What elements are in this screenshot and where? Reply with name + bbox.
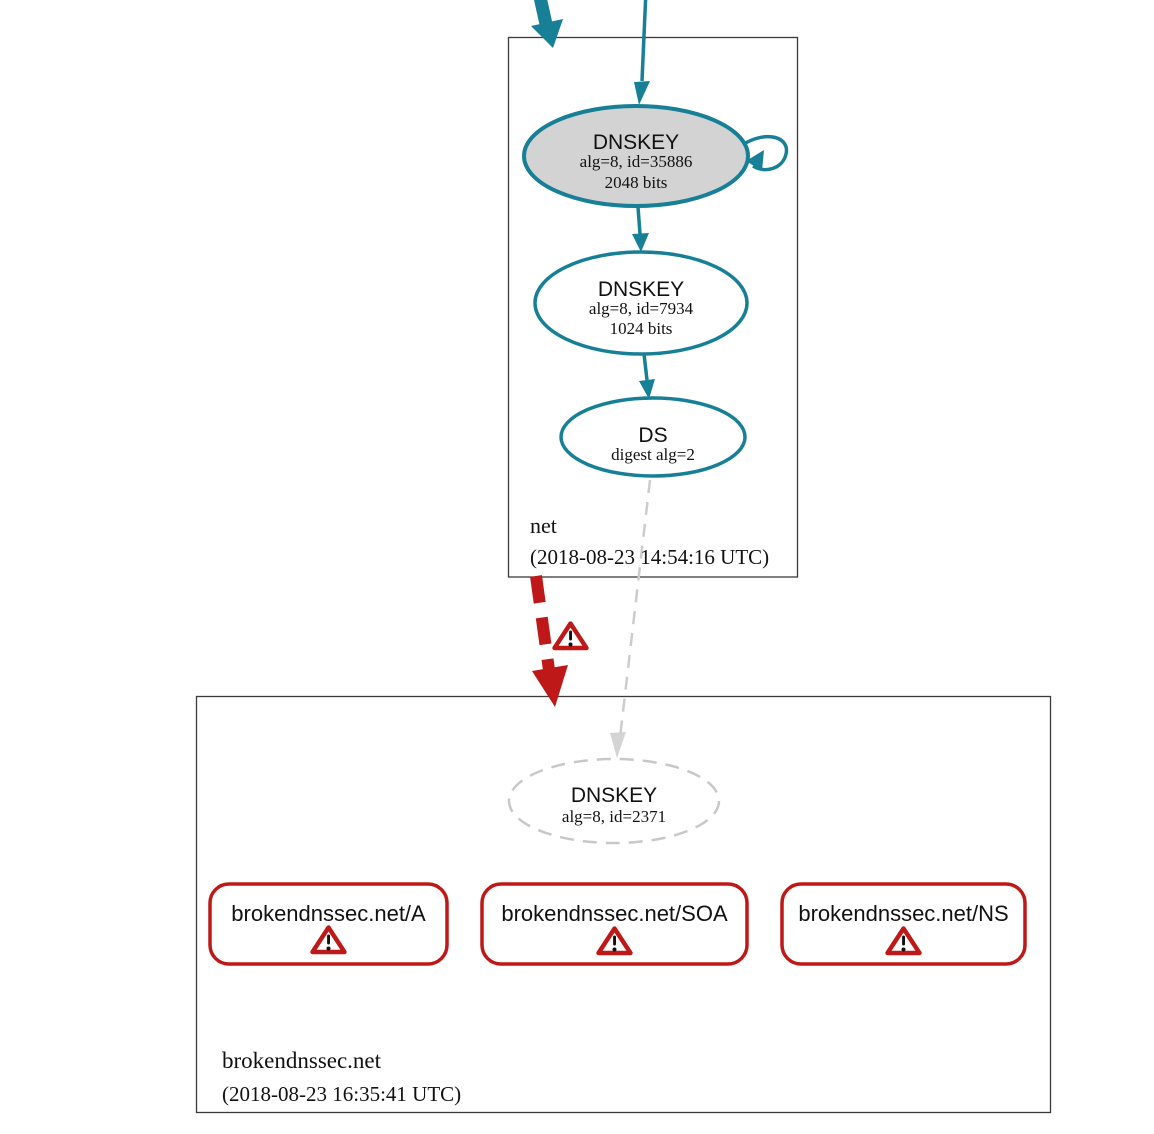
node-ds[interactable] <box>561 398 745 476</box>
node-dnskey-zsk[interactable] <box>535 252 747 354</box>
rrset-label: brokendnssec.net/NS <box>798 901 1009 926</box>
edge-zsk-to-ds <box>639 354 655 399</box>
node-detail: 1024 bits <box>609 319 673 338</box>
zone-timestamp-brokendnssec-net: (2018-08-23 16:35:41 UTC) <box>222 1082 462 1106</box>
node-rrset-soa[interactable] <box>482 884 747 964</box>
rrset-label: brokendnssec.net/SOA <box>501 901 728 926</box>
edge-ksk-to-zsk <box>632 207 649 252</box>
node-detail: alg=8, id=2371 <box>561 807 667 826</box>
node-title: DNSKEY <box>597 278 685 301</box>
node-detail: alg=8, id=7934 <box>588 299 694 318</box>
edge-parent-ds-to-ksk <box>634 0 650 105</box>
node-title: DS <box>638 424 668 447</box>
warning-icon <box>555 624 587 649</box>
node-detail: 2048 bits <box>604 173 668 192</box>
zone-label-net: net <box>530 513 557 538</box>
node-rrset-a[interactable] <box>210 884 447 964</box>
node-title: DNSKEY <box>592 131 680 154</box>
node-dnskey-broken[interactable] <box>509 759 719 843</box>
node-dnskey-ksk[interactable] <box>524 106 748 206</box>
node-title: DNSKEY <box>570 784 658 807</box>
zone-timestamp-net: (2018-08-23 14:54:16 UTC) <box>530 545 770 569</box>
edge-ds-to-broken-dnskey <box>610 480 650 758</box>
edge-parent-to-net-zone <box>531 0 563 48</box>
node-rrset-ns[interactable] <box>782 884 1025 964</box>
zone-label-brokendnssec-net: brokendnssec.net <box>222 1048 382 1073</box>
node-detail: digest alg=2 <box>611 445 695 464</box>
rrset-label: brokendnssec.net/A <box>231 901 426 926</box>
node-detail: alg=8, id=35886 <box>579 152 693 171</box>
